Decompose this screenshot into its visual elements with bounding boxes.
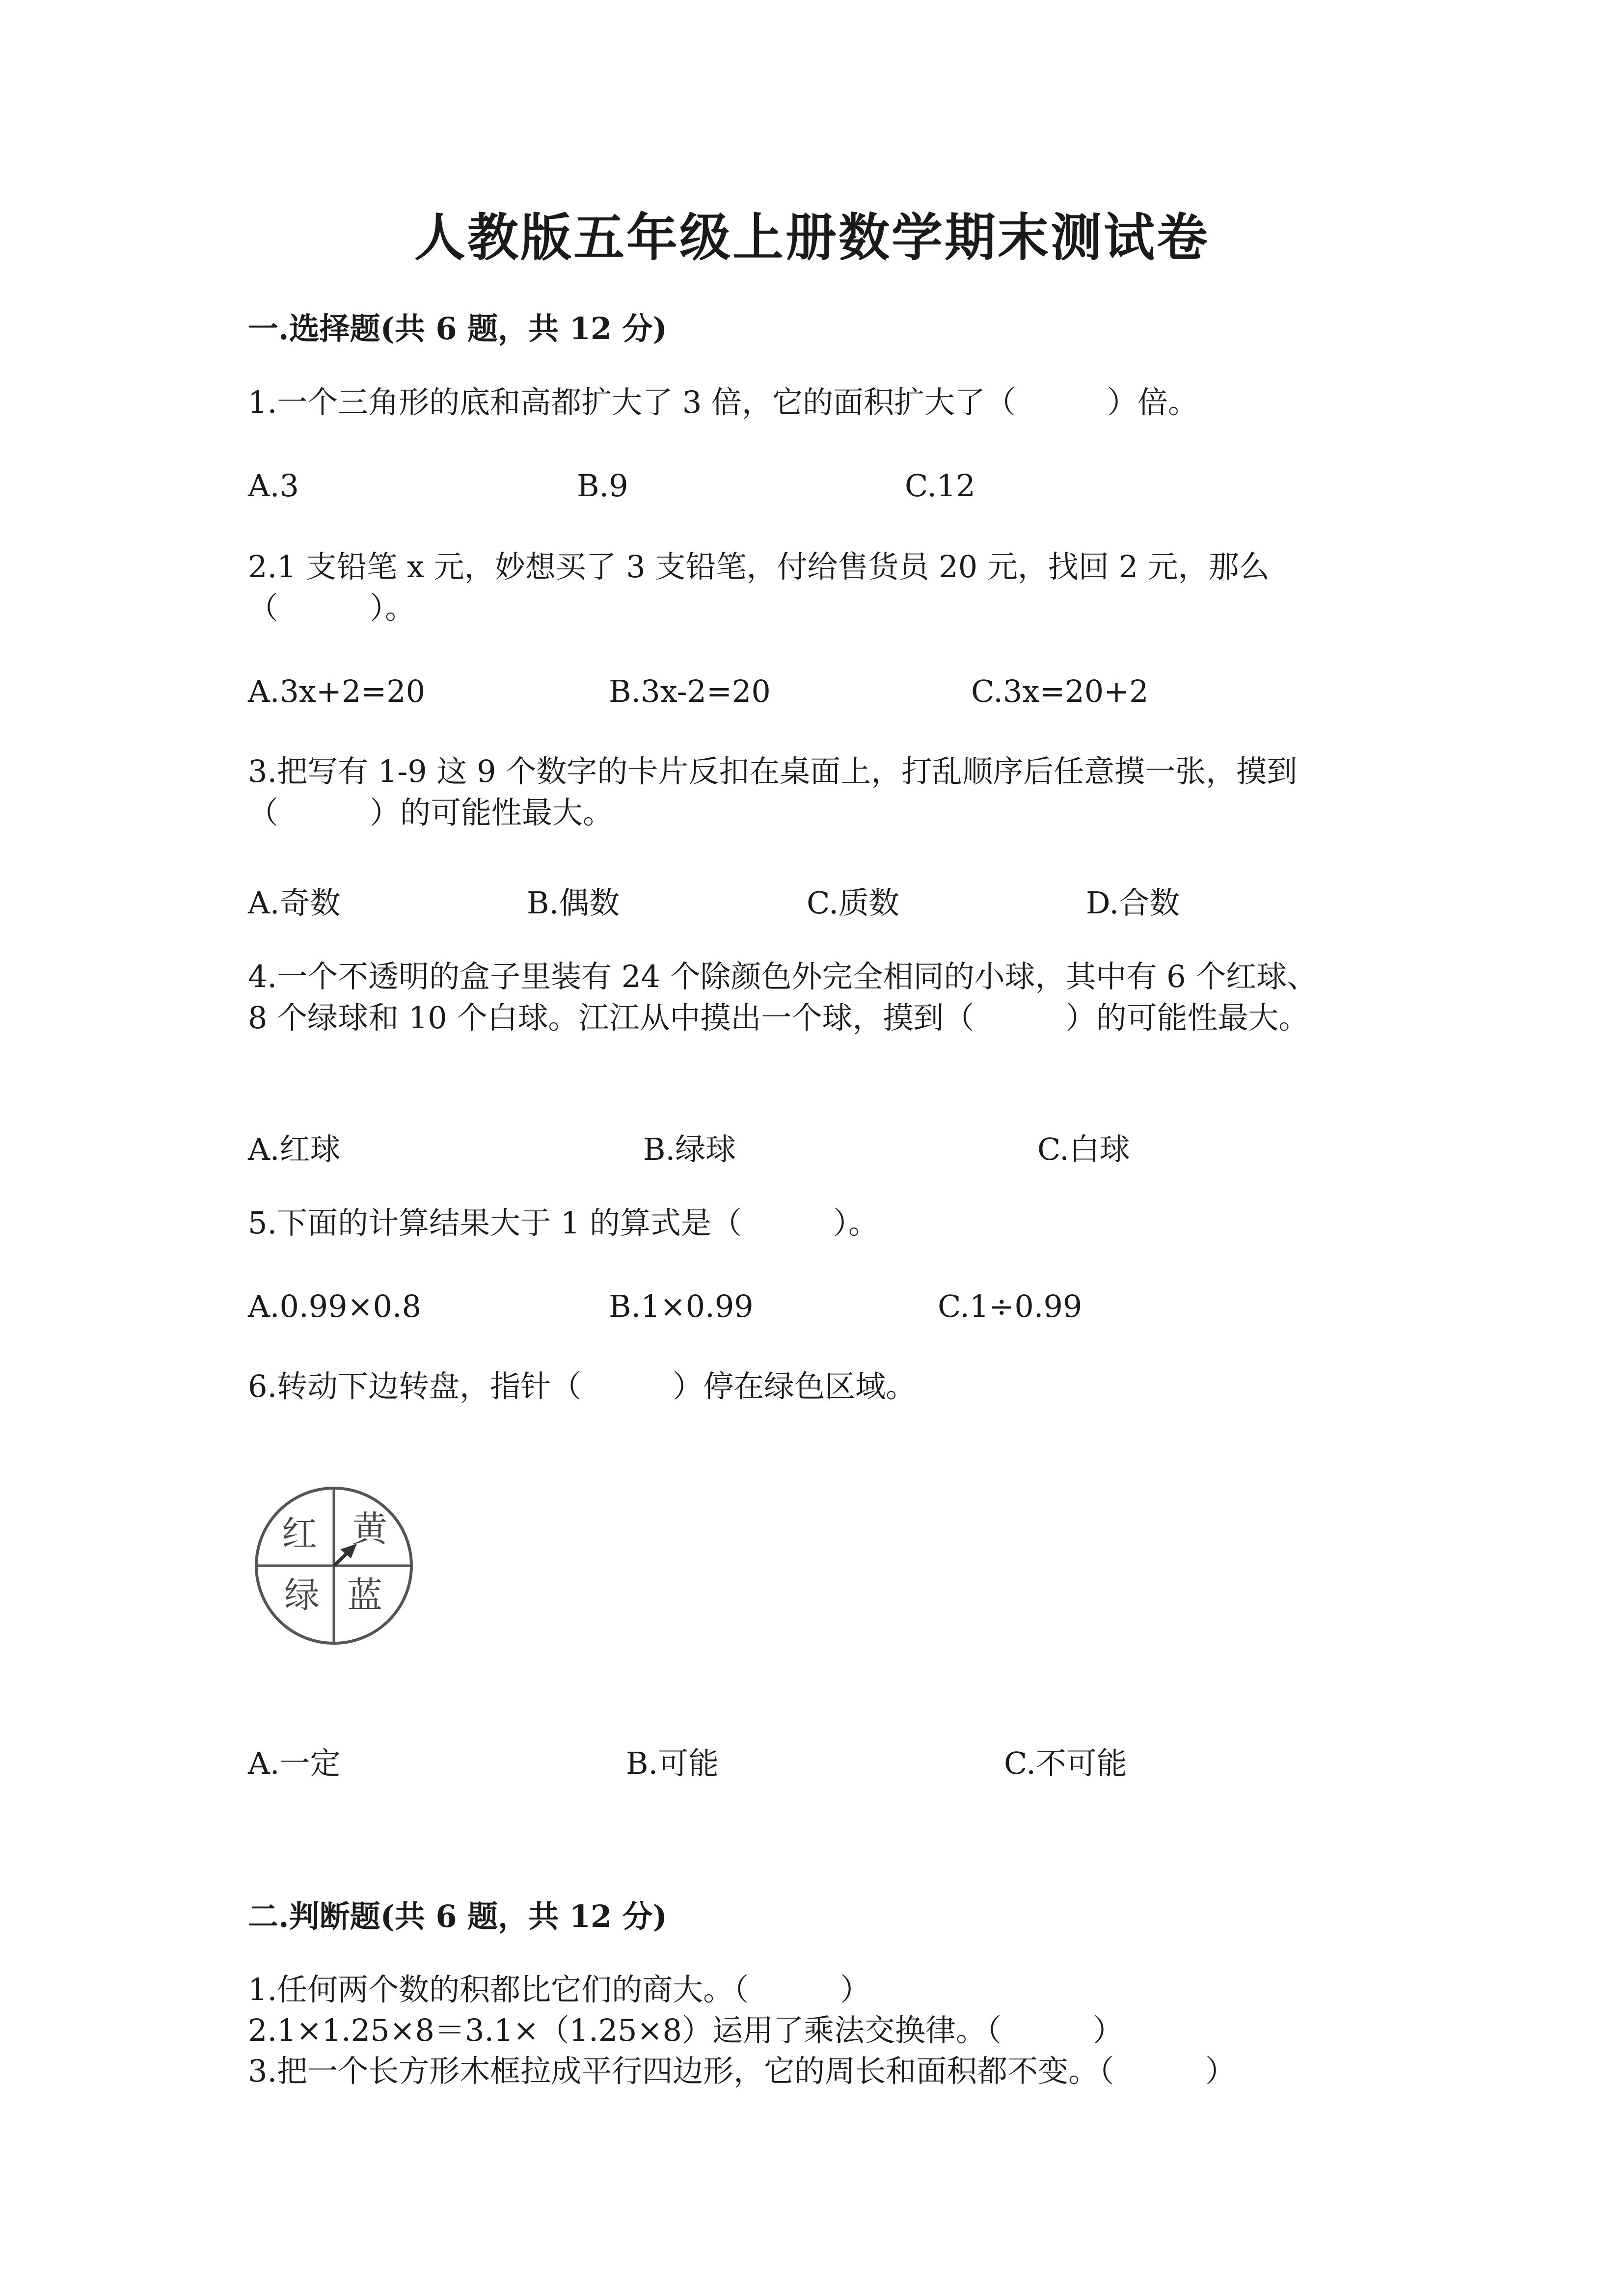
spinner-label-red: 红 <box>281 1513 318 1554</box>
judgement-1-text: 1.任何两个数的积都比它们的商大。（ ） <box>248 1972 871 2007</box>
question-2-option-a: A.3x+2=20 <box>248 673 426 709</box>
question-4-text: 4.一个不透明的盒子里装有 24 个除颜色外完全相同的小球，其中有 6 个红球、 <box>248 959 1318 994</box>
question-1-text: 1.一个三角形的底和高都扩大了 3 倍，它的面积扩大了（ ）倍。 <box>248 384 1199 420</box>
section-heading-choice: 一.选择题(共 6 题，共 12 分) <box>248 311 668 347</box>
question-3-option-a: A.奇数 <box>248 885 341 921</box>
question-3-text-continued: （ ）的可能性最大。 <box>248 795 614 830</box>
question-2-text: 2.1 支铅笔 x 元，妙想买了 3 支铅笔，付给售货员 20 元，找回 2 元，那么 <box>248 549 1270 585</box>
question-6-option-a: A.一定 <box>248 1745 341 1781</box>
judgement-3-text: 3.把一个长方形木框拉成平行四边形，它的周长和面积都不变。（ ） <box>248 2053 1236 2089</box>
spinner-label-green: 绿 <box>284 1575 320 1616</box>
judgement-2-text: 2.1×1.25×8＝3.1×（1.25×8）运用了乘法交换律。（ ） <box>248 2012 1123 2048</box>
page-title: 人教版五年级上册数学期末测试卷 <box>414 207 1210 267</box>
question-4-option-c: C.白球 <box>1037 1131 1130 1167</box>
question-6-option-c: C.不可能 <box>1004 1745 1127 1781</box>
question-1-option-b: B.9 <box>577 468 628 504</box>
question-5-option-b: B.1×0.99 <box>609 1288 754 1324</box>
section-heading-judgement: 二.判断题(共 6 题，共 12 分) <box>248 1898 668 1934</box>
spinner-label-blue: 蓝 <box>347 1575 383 1616</box>
question-1-option-c: C.12 <box>905 468 975 504</box>
spinner-figure <box>253 1485 415 1647</box>
question-2-option-c: C.3x=20+2 <box>971 673 1149 709</box>
question-3-option-b: B.偶数 <box>527 885 620 921</box>
question-6-option-b: B.可能 <box>626 1745 719 1781</box>
question-6-text: 6.转动下边转盘，指针（ ）停在绿色区域。 <box>248 1368 917 1404</box>
question-3-text: 3.把写有 1-9 这 9 个数字的卡片反扣在桌面上，打乱顺序后任意摸一张，摸到 <box>248 753 1298 789</box>
spinner-label-yellow: 黄 <box>352 1508 388 1549</box>
question-5-option-a: A.0.99×0.8 <box>248 1288 422 1324</box>
question-2-option-b: B.3x-2=20 <box>609 673 771 709</box>
question-4-text-continued: 8 个绿球和 10 个白球。江江从中摸出一个球，摸到（ ）的可能性最大。 <box>248 1000 1309 1036</box>
question-5-option-c: C.1÷0.99 <box>938 1288 1083 1324</box>
question-5-text: 5.下面的计算结果大于 1 的算式是（ ）。 <box>248 1205 879 1241</box>
question-1-option-a: A.3 <box>248 468 299 504</box>
question-2-text-continued: （ ）。 <box>248 590 416 626</box>
question-4-option-a: A.红球 <box>248 1131 341 1167</box>
question-4-option-b: B.绿球 <box>643 1131 736 1167</box>
question-3-option-d: D.合数 <box>1086 885 1180 921</box>
question-3-option-c: C.质数 <box>807 885 899 921</box>
